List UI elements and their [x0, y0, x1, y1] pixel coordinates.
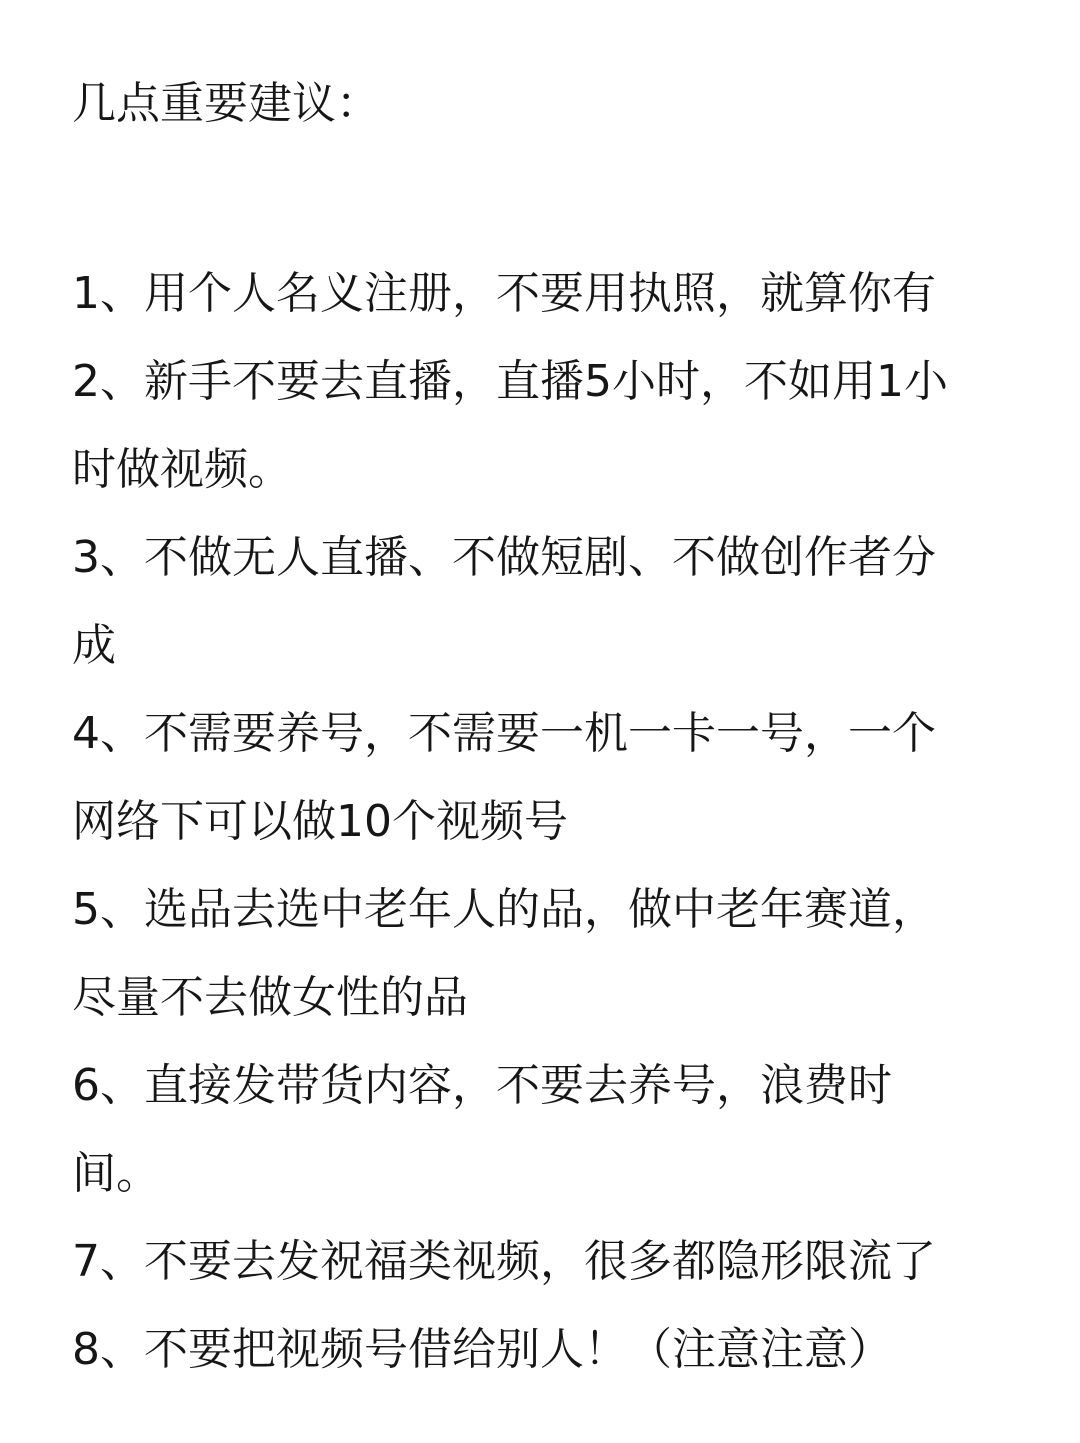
- list-item-line: 网络下可以做10个视频号: [72, 796, 568, 847]
- list-item-line: 成: [72, 620, 116, 671]
- list-item-line: 间。: [72, 1148, 160, 1199]
- list-item-line: 3、不做无人直播、不做短剧、不做创作者分: [72, 532, 936, 583]
- list-item: [72, 690, 1022, 866]
- list-item-line: 8、不要把视频号借给别人！（注意注意）: [72, 1324, 892, 1375]
- list-item: [72, 1042, 1022, 1218]
- list-item: [72, 1218, 1022, 1306]
- list-item-line: 7、不要去发祝福类视频，很多都隐形限流了: [72, 1236, 936, 1287]
- list-item-line: 6、直接发带货内容，不要去养号，浪费时: [72, 1060, 892, 1111]
- list-item-line: 时做视频。: [72, 444, 292, 495]
- list-item: [72, 250, 1022, 338]
- list-item: [72, 1306, 1022, 1394]
- list-item-line: 1、用个人名义注册，不要用执照，就算你有: [72, 268, 936, 319]
- list-item-line: 5、选品去选中老年人的品，做中老年赛道，: [72, 884, 936, 935]
- suggestion-list: [72, 250, 1022, 1394]
- list-item: [72, 866, 1022, 1042]
- list-item-line: 2、新手不要去直播，直播5小时，不如用1小: [72, 356, 948, 407]
- page-title: 几点重要建议：: [72, 78, 380, 129]
- list-item-line: 4、不需要养号，不需要一机一卡一号，一个: [72, 708, 936, 759]
- list-item-line: 尽量不去做女性的品: [72, 972, 468, 1023]
- list-item: [72, 514, 1022, 690]
- list-item: [72, 338, 1022, 514]
